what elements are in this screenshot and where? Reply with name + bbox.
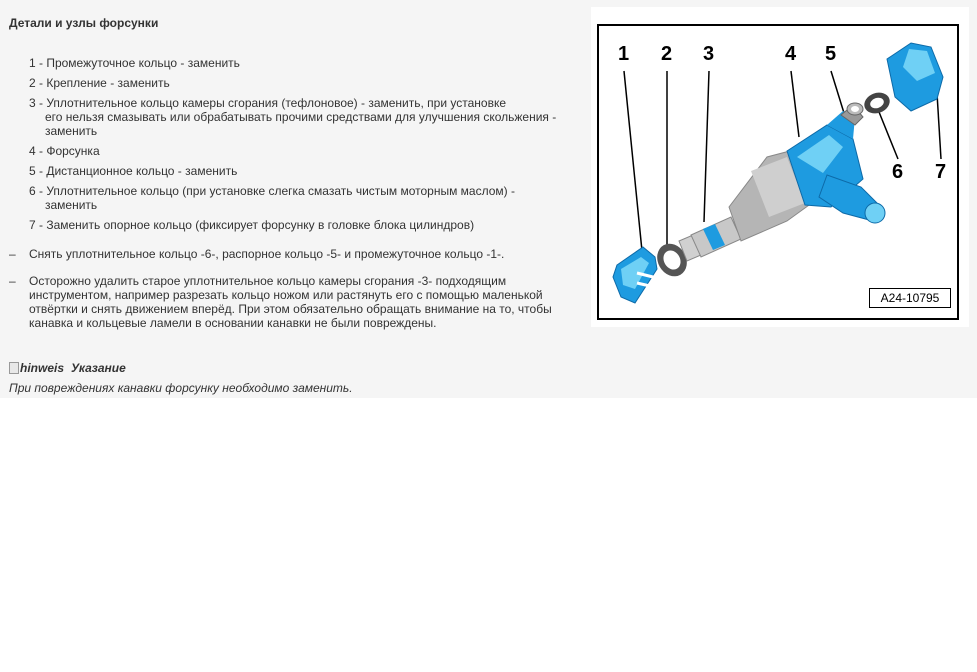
callout-4: 4 [785, 43, 797, 65]
list-item [29, 144, 577, 158]
callout-7: 7 [935, 161, 947, 183]
list-item [29, 56, 577, 70]
note-image-alt: hinweis [20, 361, 65, 375]
step-item [9, 247, 579, 261]
callout-3: 3 [703, 43, 715, 65]
callout-6: 6 [892, 161, 904, 183]
list-item-text: 1 - Промежуточное кольцо - заменить [29, 56, 240, 70]
list-item-text: 5 - Дистанционное кольцо - заменить [29, 164, 238, 178]
list-item [29, 96, 577, 138]
step-text: Снять уплотнительное кольцо -6-, распорное кольцо -5- и промежуточное кольцо -1-. [29, 247, 505, 261]
step-item [9, 274, 579, 330]
step-text: Осторожно удалить старое уплотнительное кольцо камеры сгорания -3- подходящим инструментом, например разрезать кольцо ножом или растянуть его с помощью маленькой отвёртки и снять движением вперёд. При этом обязательно обращать внимание на то, чтобы канавка и кольцевые ламели в основании канавки не были повреждены. [29, 274, 552, 330]
list-item [29, 164, 577, 178]
list-item-text: 4 - Форсунка [29, 144, 100, 158]
note-heading [9, 361, 126, 375]
broken-image-icon [9, 361, 64, 375]
injector-figure [591, 7, 969, 327]
steps-list [9, 247, 579, 343]
support-ring [887, 43, 943, 111]
list-item [29, 76, 577, 90]
list-item-text: 7 - Заменить опорное кольцо (фиксирует форсунку в головке блока цилиндров) [29, 218, 475, 232]
list-item-text: 3 - Уплотнительное кольцо камеры сгорания (тефлоновое) - заменить, при установке [29, 96, 507, 110]
injector-illustration [591, 7, 969, 327]
parts-list [29, 56, 577, 238]
list-item-continuation: заменить [45, 198, 98, 212]
step-dash: – [9, 247, 16, 261]
list-item [29, 184, 577, 212]
list-item-continuation: его нельзя смазывать или обрабатывать прочими средствами для улучшения скольжения - заменить [45, 110, 557, 138]
list-item [29, 218, 577, 232]
note-text: При повреждениях канавки форсунку необходимо заменить. [9, 381, 353, 395]
note-title: Указание [71, 361, 126, 375]
callout-2: 2 [661, 43, 673, 65]
list-item-text: 6 - Уплотнительное кольцо (при установке слегка смазать чистым моторным маслом) - [29, 184, 515, 198]
list-item-text: 2 - Крепление - заменить [29, 76, 170, 90]
figure-code: A24-10795 [869, 288, 951, 308]
o-ring [861, 89, 892, 117]
spacer-ring [847, 103, 863, 115]
callout-5: 5 [825, 43, 837, 65]
injector-body [679, 105, 885, 261]
page-title: Детали и узлы форсунки [9, 16, 159, 30]
step-dash: – [9, 274, 16, 288]
callout-1: 1 [618, 43, 630, 65]
